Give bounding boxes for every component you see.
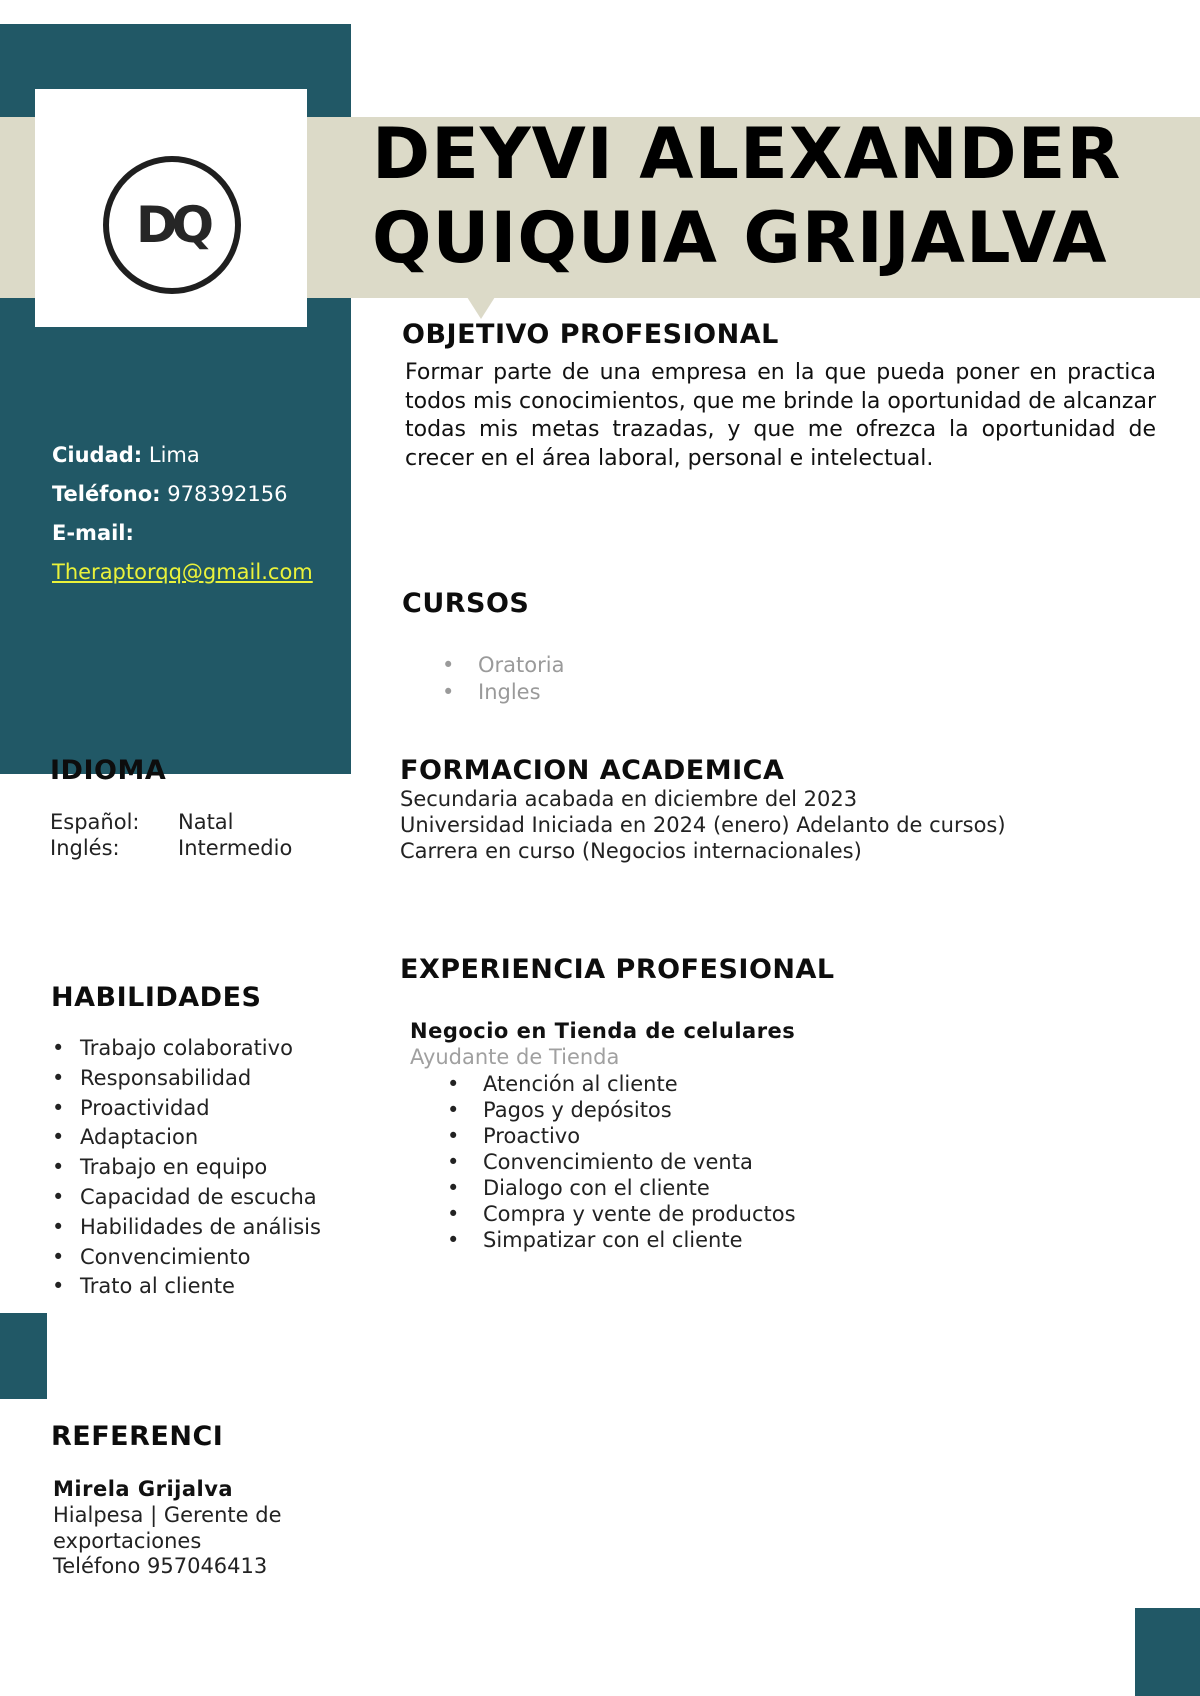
skills-title: HABILIDADES bbox=[51, 982, 262, 1013]
experience-title: EXPERIENCIA PROFESIONAL bbox=[400, 954, 835, 985]
list-item: • Trabajo colaborativo bbox=[80, 1034, 321, 1064]
education-lines bbox=[400, 786, 1006, 864]
education-line: Carrera en curso (Negocios internacionales) bbox=[400, 839, 862, 863]
experience-company: Negocio en Tienda de celulares bbox=[410, 1019, 796, 1043]
education-line: Universidad Iniciada en 2024 (enero) Adelanto de cursos) bbox=[400, 813, 1006, 837]
name-line-1: DEYVI ALEXANDER bbox=[372, 113, 1122, 195]
list-item: • Convencimiento bbox=[80, 1243, 321, 1273]
list-item: • Trabajo en equipo bbox=[80, 1153, 321, 1183]
list-item: • Oratoria bbox=[478, 652, 564, 679]
list-item: • Proactividad bbox=[80, 1094, 321, 1124]
list-item: • Adaptacion bbox=[80, 1123, 321, 1153]
languages-title: IDIOMA bbox=[50, 755, 167, 786]
email-link[interactable]: Theraptorqq@gmail.com bbox=[52, 560, 313, 584]
language-row: Inglés: Intermedio bbox=[50, 836, 293, 860]
list-item: • Simpatizar con el cliente bbox=[483, 1227, 796, 1253]
contact-email-label: E-mail: bbox=[52, 521, 134, 545]
list-item: • Ingles bbox=[478, 679, 564, 706]
page-title bbox=[372, 112, 1192, 280]
decorative-block bbox=[0, 1313, 47, 1399]
languages-table bbox=[50, 809, 292, 861]
list-item: • Habilidades de análisis bbox=[80, 1213, 321, 1243]
language-row: Español: Natal bbox=[50, 810, 234, 834]
reference-position: Hialpesa | Gerente de exportaciones bbox=[53, 1503, 282, 1553]
contact-city: Ciudad: Lima bbox=[52, 443, 200, 467]
list-item: • Capacidad de escucha bbox=[80, 1183, 321, 1213]
list-item: • Trato al cliente bbox=[80, 1272, 321, 1302]
objective-text: Formar parte de una empresa en la que pueda poner en practica todos mis conocimientos, que me brinde la oportunidad de alcanzar todas mis metas trazadas, y que me ofrezca la oportunidad de crecer en el área laboral, personal e intelectual. bbox=[405, 360, 1156, 471]
education-line: Secundaria acabada en diciembre del 2023 bbox=[400, 787, 858, 811]
list-item: • Proactivo bbox=[483, 1123, 796, 1149]
skills-list bbox=[80, 1034, 321, 1302]
list-item: • Compra y vente de productos bbox=[483, 1201, 796, 1227]
list-item: • Pagos y depósitos bbox=[483, 1097, 796, 1123]
list-item: • Atención al cliente bbox=[483, 1071, 796, 1097]
list-item: • Convencimiento de venta bbox=[483, 1149, 796, 1175]
contact-email bbox=[52, 553, 332, 592]
reference-name: Mirela Grijalva bbox=[53, 1477, 234, 1501]
corner-block bbox=[1135, 1608, 1200, 1696]
references-title: REFERENCI bbox=[51, 1421, 224, 1452]
experience-tasks bbox=[483, 1071, 796, 1253]
reference-phone: Teléfono 957046413 bbox=[53, 1554, 268, 1578]
logo-monogram: DQ bbox=[135, 196, 208, 254]
contact-phone: Teléfono: 978392156 bbox=[52, 482, 288, 506]
list-item: • Responsabilidad bbox=[80, 1064, 321, 1094]
header-pointer bbox=[467, 297, 495, 319]
objective-title: OBJETIVO PROFESIONAL bbox=[402, 319, 779, 350]
courses-title: CURSOS bbox=[402, 588, 530, 619]
reference-details bbox=[53, 1503, 333, 1580]
name-line-2: QUIQUIA GRIJALVA bbox=[372, 197, 1108, 279]
contact-info bbox=[52, 436, 332, 592]
experience-role: Ayudante de Tienda bbox=[410, 1045, 620, 1069]
education-title: FORMACION ACADEMICA bbox=[400, 755, 785, 786]
list-item: • Dialogo con el cliente bbox=[483, 1175, 796, 1201]
courses-list bbox=[478, 652, 564, 706]
